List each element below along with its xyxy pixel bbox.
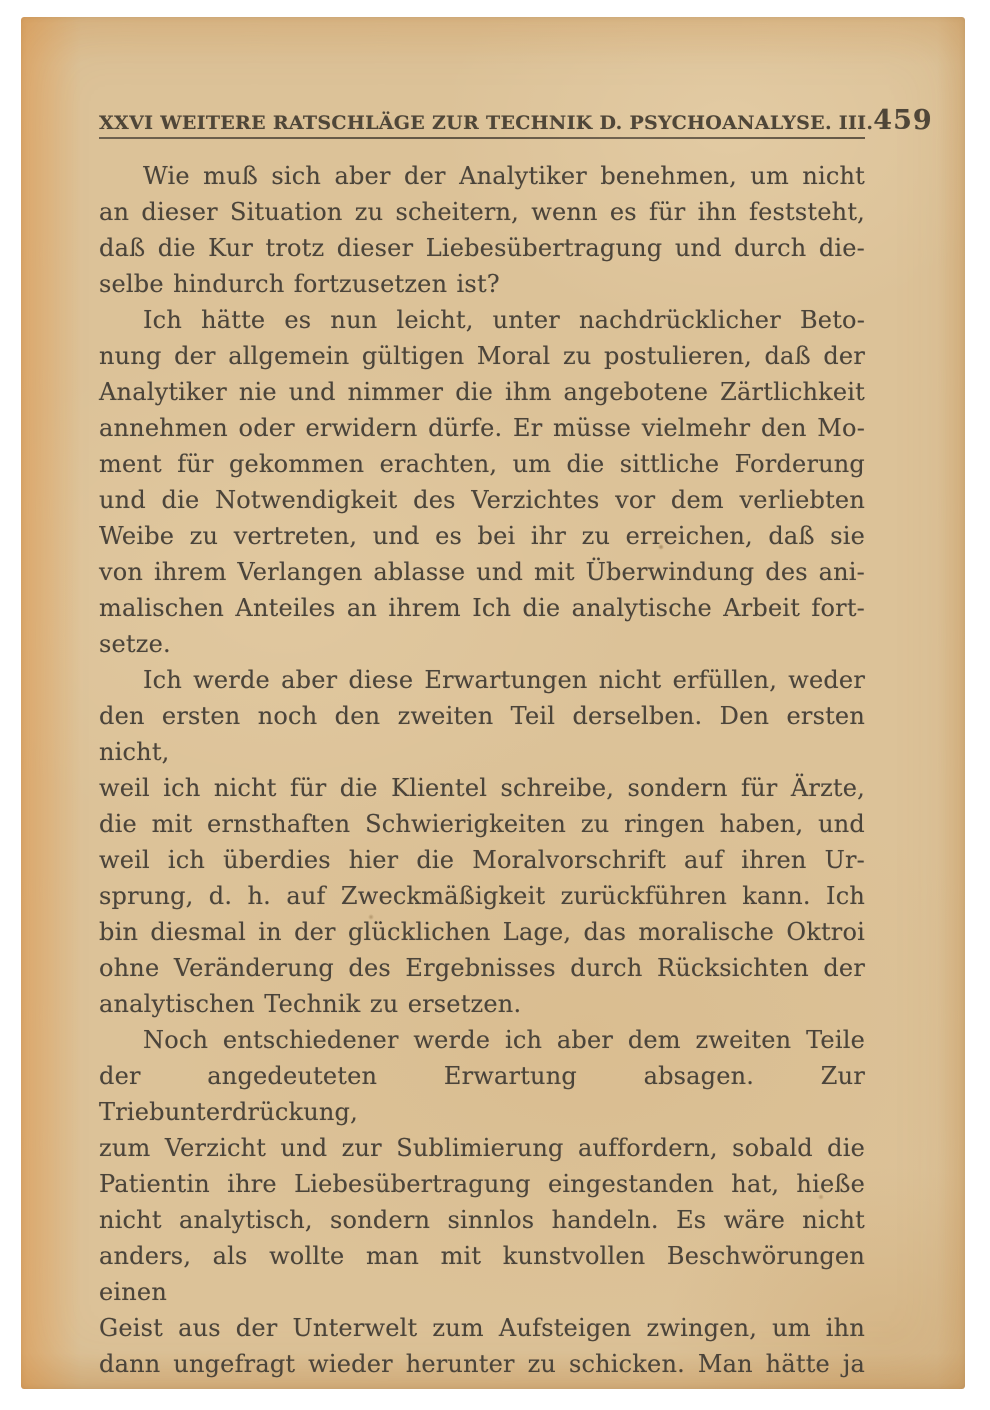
text-line: bin diesmal in der glücklichen Lage, das moralische Oktroi — [99, 918, 865, 946]
text-line: Patientin ihre Liebesübertragung eingestanden hat, hieße — [99, 1170, 865, 1198]
text-line: an dieser Situation zu scheitern, wenn es für ihn feststeht, — [99, 198, 865, 226]
text-line: annehmen oder erwidern dürfe. Er müsse vielmehr den Mo- — [99, 414, 865, 442]
text-line: nung der allgemein gültigen Moral zu postulieren, daß der — [99, 342, 865, 370]
text-line: Ich hätte es nun leicht, unter nachdrücklicher Beto- — [143, 306, 865, 334]
body-text — [99, 158, 865, 1382]
text-line: malischen Anteiles an ihrem Ich die analytische Arbeit fort- — [99, 594, 865, 622]
paragraph-4 — [99, 1022, 865, 1382]
page-header — [99, 105, 933, 136]
header-rule — [99, 137, 865, 139]
text-line: ment für gekommen erachten, um die sittliche Forderung — [99, 450, 865, 478]
text-line: dann ungefragt wieder herunter zu schicken. Man hätte ja — [99, 1350, 865, 1378]
text-line: Ich werde aber diese Erwartungen nicht erfüllen, weder — [143, 666, 865, 694]
text-line: Analytiker nie und nimmer die ihm angebotene Zärtlichkeit — [99, 378, 865, 406]
text-line: setze. — [99, 630, 171, 658]
paragraph-1 — [99, 158, 865, 302]
paragraph-2 — [99, 302, 865, 662]
text-line: und die Notwendigkeit des Verzichtes vor dem verliebten — [99, 486, 865, 514]
text-line: Geist aus der Unterwelt zum Aufsteigen zwingen, um ihn — [99, 1314, 865, 1342]
text-line: nicht analytisch, sondern sinnlos handeln. Es wäre nicht — [99, 1206, 865, 1234]
text-line: Noch entschiedener werde ich aber dem zweiten Teile — [143, 1026, 865, 1054]
text-line: Weibe zu vertreten, und es bei ihr zu erreichen, daß sie — [99, 522, 865, 550]
text-line: von ihrem Verlangen ablasse und mit Überwindung des ani- — [99, 558, 865, 586]
text-line: daß die Kur trotz dieser Liebesübertragung und durch die- — [99, 234, 865, 262]
paragraph-3 — [99, 662, 865, 1022]
running-head-title: XXVI WEITERE RATSCHLÄGE ZUR TECHNIK D. PSYCHOANALYSE. III. — [99, 112, 874, 134]
text-line: die mit ernsthaften Schwierigkeiten zu ringen haben, und — [99, 810, 865, 838]
text-line: ohne Veränderung des Ergebnisses durch Rücksichten der — [99, 954, 865, 982]
text-line: Wie muß sich aber der Analytiker benehmen, um nicht — [143, 162, 865, 190]
text-line: sprung, d. h. auf Zweckmäßigkeit zurückführen kann. Ich — [99, 882, 865, 910]
page-number: 459 — [873, 105, 933, 136]
text-line: der angedeuteten Erwartung absagen. Zur Triebunterdrückung, — [99, 1062, 865, 1126]
paper-scan — [21, 17, 965, 1389]
text-line: den ersten noch den zweiten Teil derselben. Den ersten nicht, — [99, 702, 865, 766]
text-line: weil ich nicht für die Klientel schreibe, sondern für Ärzte, — [99, 774, 865, 802]
text-line: anders, als wollte man mit kunstvollen Beschwörungen einen — [99, 1242, 865, 1306]
text-line: weil ich überdies hier die Moralvorschrift auf ihren Ur- — [99, 846, 865, 874]
text-line: analytischen Technik zu ersetzen. — [99, 990, 522, 1018]
text-line: zum Verzicht und zur Sublimierung auffordern, sobald die — [99, 1134, 865, 1162]
text-line: selbe hindurch fortzusetzen ist? — [99, 270, 500, 298]
